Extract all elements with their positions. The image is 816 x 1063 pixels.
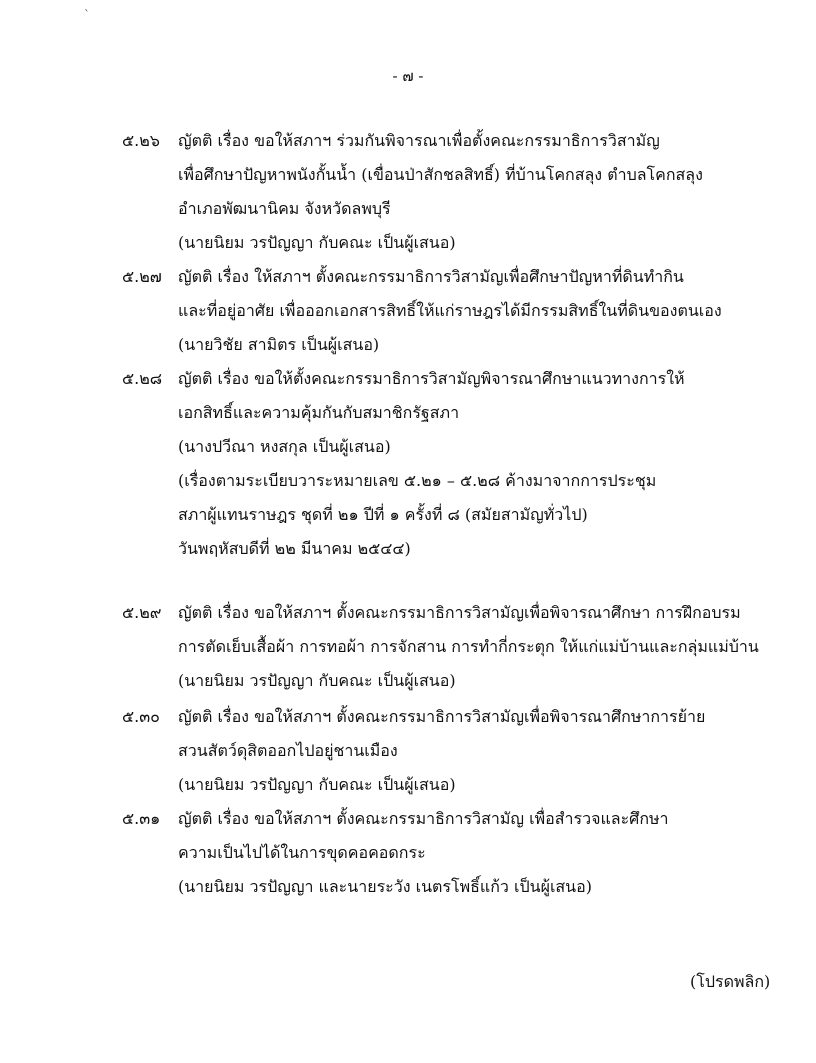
item-number: ๕.๒๙ [122,603,162,622]
item-line: ญัตติ เรื่อง ขอให้สภาฯ ตั้งคณะกรรมาธิการวิสามัญเพื่อพิจารณาศึกษาการย้าย [178,707,706,726]
item-line: เอกสิทธิ์และความคุ้มกันกับสมาชิกรัฐสภา [178,403,460,422]
item-number: ๕.๒๗ [122,267,162,286]
note-line: (เรื่องตามระเบียบวาระหมายเลข ๕.๒๑ – ๕.๒๘ ค้างมาจากการประชุม [178,471,657,490]
item-number: ๕.๓๑ [122,809,161,828]
page-number: - ๗ - [392,67,424,85]
item-line: ญัตติ เรื่อง ขอให้สภาฯ ตั้งคณะกรรมาธิการวิสามัญเพื่อพิจารณาศึกษา การฝึกอบรม [178,603,741,622]
scan-mark: ` [84,8,90,22]
item-line: และที่อยู่อาศัย เพื่อออกเอกสารสิทธิ์ให้แก่ราษฎรได้มีกรรมสิทธิ์ในที่ดินของตนเอง [178,301,722,320]
note-line: วันพฤหัสบดีที่ ๒๒ มีนาคม ๒๕๔๔) [178,539,411,558]
item-line: การตัดเย็บเสื้อผ้า การทอผ้า การจักสาน การทำกี่กระตุก ให้แก่แม่บ้านและกลุ่มแม่บ้าน [178,637,759,656]
item-number: ๕.๓๐ [122,707,160,726]
please-turn-over: (โปรดพลิก) [690,972,771,991]
agenda-note [178,464,798,566]
item-proposer: (นางปวีณา หงสกุล เป็นผู้เสนอ) [178,437,391,456]
item-line: อำเภอพัฒนานิคม จังหวัดลพบุรี [178,199,391,218]
item-proposer: (นายนิยม วรปัญญา กับคณะ เป็นผู้เสนอ) [178,671,456,690]
item-number: ๕.๒๖ [122,131,160,150]
item-proposer: (นายนิยม วรปัญญา กับคณะ เป็นผู้เสนอ) [178,233,456,252]
item-line: ญัตติ เรื่อง ให้สภาฯ ตั้งคณะกรรมาธิการวิสามัญเพื่อศึกษาปัญหาที่ดินทำกิน [178,267,684,286]
item-line: เพื่อศึกษาปัญหาพนังกั้นน้ำ (เขื่อนป่าสักชลสิทธิ์) ที่บ้านโคกสลุง ตำบลโคกสลุง [178,165,703,184]
item-line: ความเป็นไปได้ในการขุดคอคอดกระ [178,843,426,862]
item-line: ญัตติ เรื่อง ขอให้ตั้งคณะกรรมาธิการวิสามัญพิจารณาศึกษาแนวทางการให้ [178,369,685,388]
item-line: ญัตติ เรื่อง ขอให้สภาฯ ตั้งคณะกรรมาธิการวิสามัญ เพื่อสำรวจและศึกษา [178,809,669,828]
item-line: สวนสัตว์ดุสิตออกไปอยู่ชานเมือง [178,741,398,760]
item-proposer: (นายวิชัย สามิตร เป็นผู้เสนอ) [178,335,380,354]
item-line: ญัตติ เรื่อง ขอให้สภาฯ ร่วมกันพิจารณาเพื่อตั้งคณะกรรมาธิการวิสามัญ [178,131,660,150]
item-proposer: (นายนิยม วรปัญญา และนายระวัง เนตรโพธิ์แก้ว เป็นผู้เสนอ) [178,877,592,896]
item-number: ๕.๒๘ [122,369,163,388]
item-proposer: (นายนิยม วรปัญญา กับคณะ เป็นผู้เสนอ) [178,775,456,794]
note-line: สภาผู้แทนราษฎร ชุดที่ ๒๑ ปีที่ ๑ ครั้งที่ ๘ (สมัยสามัญทั่วไป) [178,505,588,524]
